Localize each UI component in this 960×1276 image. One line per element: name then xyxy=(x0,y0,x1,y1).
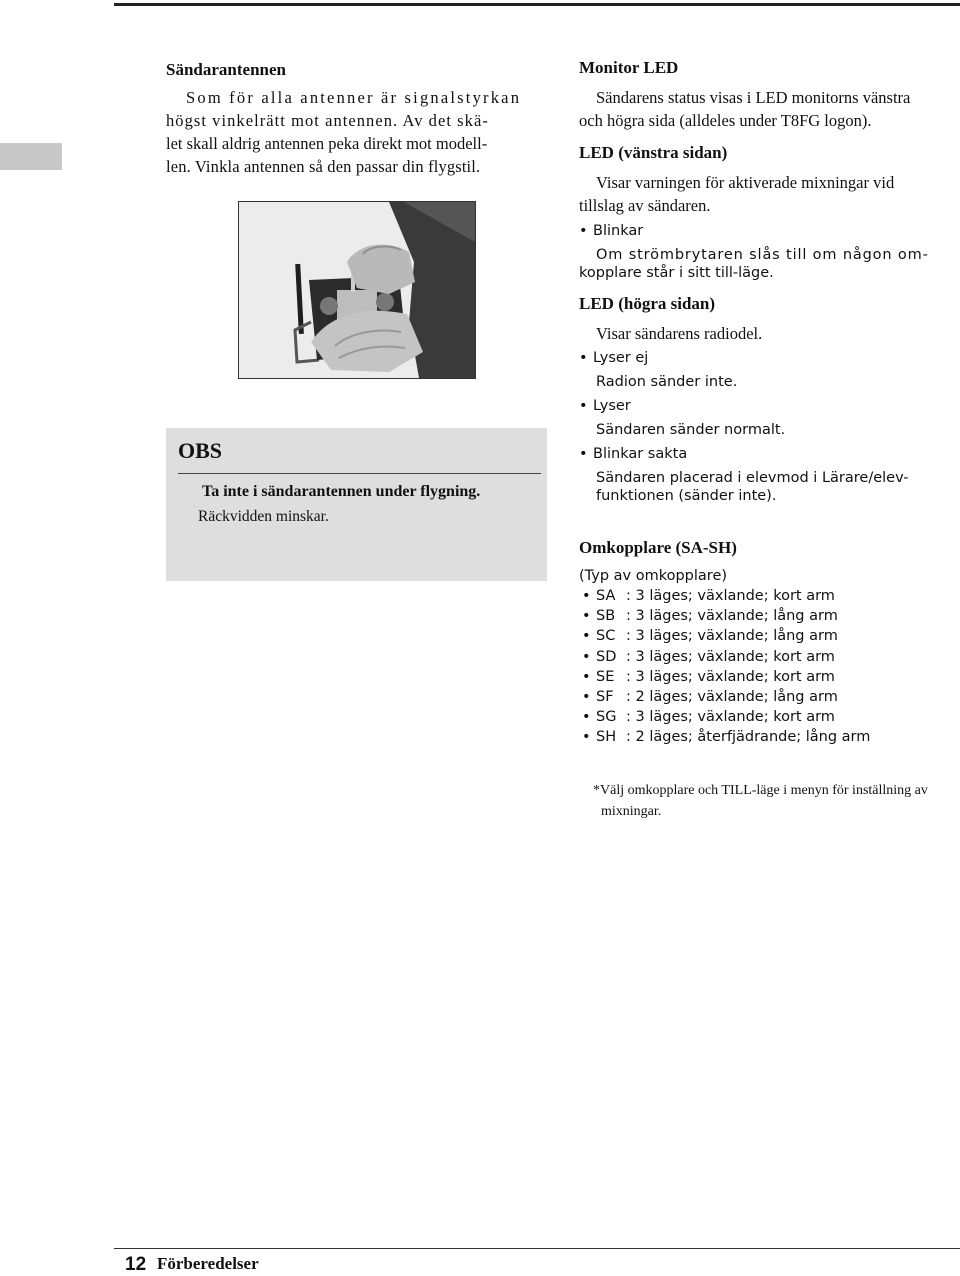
switch-description: : 2 läges; återfjädrande; lång arm xyxy=(626,729,871,746)
led-right-item-3-label: • Blinkar sakta xyxy=(579,446,687,462)
obs-detail: Räckvidden minskar. xyxy=(198,508,329,525)
footnote xyxy=(593,780,959,822)
bullet-icon: • xyxy=(582,648,591,665)
led-right-item-1-text: Radion sänder inte. xyxy=(596,374,738,390)
bullet-icon: • xyxy=(582,668,591,685)
right-column xyxy=(579,58,959,748)
switch-code: SE xyxy=(596,668,615,685)
switch-code: SB xyxy=(596,608,616,625)
monitor-led-heading: Monitor LED xyxy=(579,58,679,77)
obs-title: OBS xyxy=(178,438,223,463)
switches-heading: Omkopplare (SA-SH) xyxy=(579,538,737,557)
obs-warning: Ta inte i sändarantennen under flygning. xyxy=(202,483,481,500)
switch-row-sd xyxy=(579,647,959,667)
switch-description: : 3 läges; växlande; lång arm xyxy=(626,628,838,645)
bullet-icon: • xyxy=(582,588,591,604)
switch-row-sa xyxy=(579,586,959,606)
antenna-section xyxy=(166,60,548,178)
led-left-text-1: Visar varningen för aktiverade mixningar vid xyxy=(596,173,895,192)
switch-description: : 3 läges; växlande; kort arm xyxy=(626,709,835,726)
led-left-bullet xyxy=(579,222,959,240)
switch-row-sh xyxy=(579,727,959,747)
bottom-rule xyxy=(114,1248,960,1249)
switch-row-sc xyxy=(579,626,959,646)
obs-note-box xyxy=(166,428,547,581)
switch-code: SG xyxy=(596,709,617,726)
switch-code: SF xyxy=(596,688,614,705)
led-right-item-1-label: • Lyser ej xyxy=(579,350,648,366)
bullet-icon: • xyxy=(582,608,591,625)
switch-row-sg xyxy=(579,707,959,727)
switch-description: : 3 läges; växlande; kort arm xyxy=(626,668,835,685)
obs-divider xyxy=(178,473,541,474)
bullet-icon: • xyxy=(582,688,591,705)
led-left-bullet-text-1: Om strömbrytaren slås till om någon om- xyxy=(596,247,929,263)
led-right-item-2-text: Sändaren sänder normalt. xyxy=(596,422,786,438)
section-name: Förberedelser xyxy=(157,1254,259,1273)
bullet-icon: • xyxy=(582,709,591,726)
led-right-item-3-text-2: funktionen (sänder inte). xyxy=(596,488,777,504)
section-tab xyxy=(0,143,62,170)
led-right-item-3-text-1: Sändaren placerad i elevmod i Lärare/elev- xyxy=(596,470,909,486)
switch-code: SA xyxy=(596,588,616,604)
page-number: 12 xyxy=(125,1254,147,1275)
switch-description: : 2 läges; växlande; lång arm xyxy=(626,688,838,705)
antenna-line-4: len. Vinkla antennen så den passar din flygstil. xyxy=(166,157,481,176)
footnote-line-2: mixningar. xyxy=(601,804,662,819)
footnote-line-1: *Välj omkopplare och TILL-läge i menyn för inställning av xyxy=(593,783,928,798)
led-right-item-3 xyxy=(579,445,959,463)
antenna-heading: Sändarantennen xyxy=(166,60,286,79)
transmitter-photo xyxy=(238,201,476,379)
antenna-line-2: högst vinkelrätt mot antennen. Av det skä- xyxy=(166,111,489,130)
led-right-item-2 xyxy=(579,397,959,415)
switches-list xyxy=(579,586,959,748)
led-right-heading: LED (högra sidan) xyxy=(579,294,716,313)
switch-description: : 3 läges; växlande; kort arm xyxy=(626,588,835,604)
led-right-item-2-label: • Lyser xyxy=(579,398,631,414)
switch-code: SH xyxy=(596,729,617,746)
led-right-text: Visar sändarens radiodel. xyxy=(596,324,763,343)
switch-description: : 3 läges; växlande; kort arm xyxy=(626,648,835,665)
antenna-line-3: let skall aldrig antennen peka direkt mot modell- xyxy=(166,134,488,153)
led-left-bullet-label: • Blinkar xyxy=(579,223,643,239)
switch-description: : 3 läges; växlande; lång arm xyxy=(626,608,838,625)
switch-code: SD xyxy=(596,648,617,665)
led-right-item-1 xyxy=(579,349,959,367)
switch-row-sf xyxy=(579,687,959,707)
led-left-bullet-text-2: kopplare står i sitt till-läge. xyxy=(579,265,774,281)
top-rule xyxy=(114,3,960,6)
bullet-icon: • xyxy=(582,628,591,645)
antenna-line-1: Som för alla antenner är signalstyrkan xyxy=(186,88,522,107)
monitor-led-text-1: Sändarens status visas i LED monitorns vänstra xyxy=(596,88,911,107)
switch-code: SC xyxy=(596,628,616,645)
bullet-icon: • xyxy=(582,729,591,746)
led-right-list xyxy=(579,349,959,505)
led-left-heading: LED (vänstra sidan) xyxy=(579,143,728,162)
switch-row-se xyxy=(579,667,959,687)
switch-row-sb xyxy=(579,606,959,626)
monitor-led-text-2: och högra sida (alldeles under T8FG logon). xyxy=(579,111,872,130)
switches-intro: (Typ av omkopplare) xyxy=(579,568,728,584)
led-left-text-2: tillslag av sändaren. xyxy=(579,196,711,215)
